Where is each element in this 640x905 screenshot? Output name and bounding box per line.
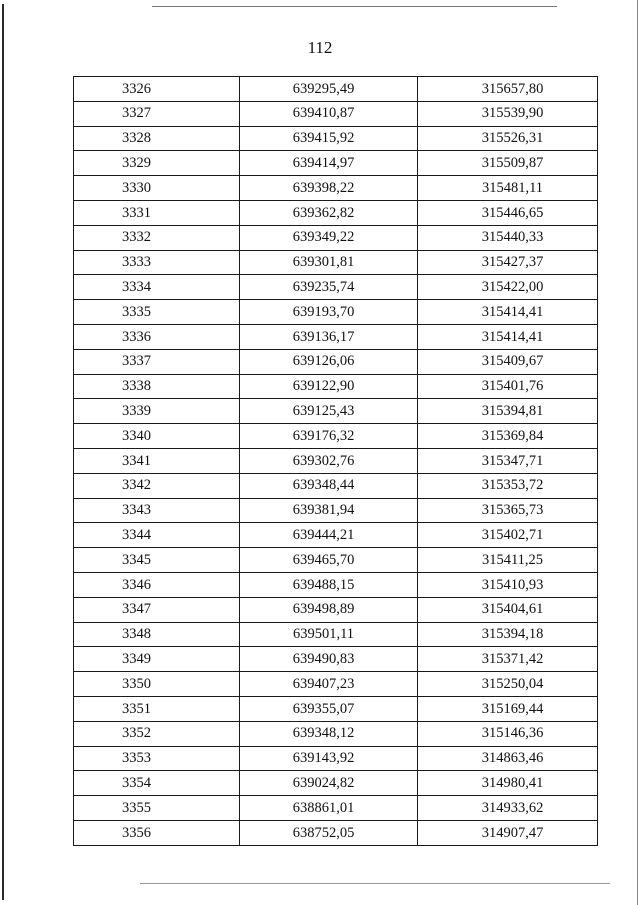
x-coordinate-cell: 638861,01 xyxy=(240,796,418,821)
x-coordinate-cell: 639398,22 xyxy=(240,176,418,201)
x-coordinate-cell: 639136,17 xyxy=(240,324,418,349)
y-coordinate-cell: 315657,80 xyxy=(418,77,598,102)
point-number-cell: 3347 xyxy=(74,597,240,622)
x-coordinate-cell: 639355,07 xyxy=(240,696,418,721)
table-row xyxy=(74,548,598,573)
table-row xyxy=(74,374,598,399)
x-coordinate-cell: 639176,32 xyxy=(240,424,418,449)
x-coordinate-cell: 639122,90 xyxy=(240,374,418,399)
y-coordinate-cell: 315353,72 xyxy=(418,473,598,498)
scan-top-edge xyxy=(152,6,557,7)
table-row xyxy=(74,647,598,672)
table-row xyxy=(74,572,598,597)
point-number-cell: 3351 xyxy=(74,696,240,721)
point-number-cell: 3340 xyxy=(74,424,240,449)
point-number-cell: 3350 xyxy=(74,672,240,697)
point-number-cell: 3341 xyxy=(74,448,240,473)
table-row xyxy=(74,498,598,523)
y-coordinate-cell: 315169,44 xyxy=(418,696,598,721)
table-row xyxy=(74,696,598,721)
y-coordinate-cell: 315347,71 xyxy=(418,448,598,473)
y-coordinate-cell: 315401,76 xyxy=(418,374,598,399)
coordinates-table xyxy=(73,76,598,846)
point-number-cell: 3339 xyxy=(74,399,240,424)
x-coordinate-cell: 639235,74 xyxy=(240,275,418,300)
table-row xyxy=(74,250,598,275)
point-number-cell: 3344 xyxy=(74,523,240,548)
x-coordinate-cell: 639193,70 xyxy=(240,300,418,325)
point-number-cell: 3355 xyxy=(74,796,240,821)
page-number: 112 xyxy=(307,38,333,57)
x-coordinate-cell: 639348,12 xyxy=(240,721,418,746)
point-number-cell: 3345 xyxy=(74,548,240,573)
point-number-cell: 3327 xyxy=(74,101,240,126)
x-coordinate-cell: 639501,11 xyxy=(240,622,418,647)
x-coordinate-cell: 639498,89 xyxy=(240,597,418,622)
y-coordinate-cell: 315371,42 xyxy=(418,647,598,672)
table-row xyxy=(74,424,598,449)
y-coordinate-cell: 315410,93 xyxy=(418,572,598,597)
x-coordinate-cell: 639024,82 xyxy=(240,771,418,796)
y-coordinate-cell: 315365,73 xyxy=(418,498,598,523)
point-number-cell: 3329 xyxy=(74,151,240,176)
y-coordinate-cell: 315404,61 xyxy=(418,597,598,622)
table-row xyxy=(74,101,598,126)
y-coordinate-cell: 315411,25 xyxy=(418,548,598,573)
x-coordinate-cell: 639490,83 xyxy=(240,647,418,672)
point-number-cell: 3354 xyxy=(74,771,240,796)
table-row xyxy=(74,151,598,176)
x-coordinate-cell: 639349,22 xyxy=(240,225,418,250)
x-coordinate-cell: 639444,21 xyxy=(240,523,418,548)
point-number-cell: 3336 xyxy=(74,324,240,349)
y-coordinate-cell: 315146,36 xyxy=(418,721,598,746)
x-coordinate-cell: 639465,70 xyxy=(240,548,418,573)
point-number-cell: 3356 xyxy=(74,820,240,845)
point-number-cell: 3348 xyxy=(74,622,240,647)
table-row xyxy=(74,771,598,796)
x-coordinate-cell: 639381,94 xyxy=(240,498,418,523)
table-row xyxy=(74,473,598,498)
y-coordinate-cell: 315414,41 xyxy=(418,324,598,349)
x-coordinate-cell: 639414,97 xyxy=(240,151,418,176)
y-coordinate-cell: 315446,65 xyxy=(418,200,598,225)
y-coordinate-cell: 315481,11 xyxy=(418,176,598,201)
x-coordinate-cell: 639410,87 xyxy=(240,101,418,126)
y-coordinate-cell: 314863,46 xyxy=(418,746,598,771)
table-row xyxy=(74,622,598,647)
x-coordinate-cell: 639301,81 xyxy=(240,250,418,275)
table-row xyxy=(74,200,598,225)
scan-left-edge xyxy=(2,4,4,900)
table-row xyxy=(74,300,598,325)
point-number-cell: 3330 xyxy=(74,176,240,201)
y-coordinate-cell: 315422,00 xyxy=(418,275,598,300)
table-row xyxy=(74,349,598,374)
point-number-cell: 3343 xyxy=(74,498,240,523)
point-number-cell: 3342 xyxy=(74,473,240,498)
y-coordinate-cell: 314980,41 xyxy=(418,771,598,796)
y-coordinate-cell: 315402,71 xyxy=(418,523,598,548)
point-number-cell: 3333 xyxy=(74,250,240,275)
table-row xyxy=(74,746,598,771)
y-coordinate-cell: 315440,33 xyxy=(418,225,598,250)
point-number-cell: 3346 xyxy=(74,572,240,597)
table-row xyxy=(74,225,598,250)
x-coordinate-cell: 639415,92 xyxy=(240,126,418,151)
y-coordinate-cell: 315427,37 xyxy=(418,250,598,275)
point-number-cell: 3349 xyxy=(74,647,240,672)
y-coordinate-cell: 315394,81 xyxy=(418,399,598,424)
x-coordinate-cell: 639348,44 xyxy=(240,473,418,498)
table-row xyxy=(74,126,598,151)
table-row xyxy=(74,672,598,697)
table-row xyxy=(74,399,598,424)
y-coordinate-cell: 315526,31 xyxy=(418,126,598,151)
y-coordinate-cell: 315250,04 xyxy=(418,672,598,697)
point-number-cell: 3332 xyxy=(74,225,240,250)
x-coordinate-cell: 638752,05 xyxy=(240,820,418,845)
table-row xyxy=(74,721,598,746)
table-row xyxy=(74,324,598,349)
y-coordinate-cell: 315414,41 xyxy=(418,300,598,325)
point-number-cell: 3352 xyxy=(74,721,240,746)
point-number-cell: 3338 xyxy=(74,374,240,399)
x-coordinate-cell: 639143,92 xyxy=(240,746,418,771)
x-coordinate-cell: 639295,49 xyxy=(240,77,418,102)
point-number-cell: 3328 xyxy=(74,126,240,151)
x-coordinate-cell: 639488,15 xyxy=(240,572,418,597)
table-row xyxy=(74,448,598,473)
coordinates-table-body xyxy=(74,77,598,846)
x-coordinate-cell: 639125,43 xyxy=(240,399,418,424)
point-number-cell: 3335 xyxy=(74,300,240,325)
y-coordinate-cell: 314933,62 xyxy=(418,796,598,821)
table-row xyxy=(74,77,598,102)
point-number-cell: 3326 xyxy=(74,77,240,102)
table-row xyxy=(74,597,598,622)
table-row xyxy=(74,523,598,548)
y-coordinate-cell: 315509,87 xyxy=(418,151,598,176)
y-coordinate-cell: 314907,47 xyxy=(418,820,598,845)
y-coordinate-cell: 315369,84 xyxy=(418,424,598,449)
x-coordinate-cell: 639126,06 xyxy=(240,349,418,374)
scan-right-edge xyxy=(637,0,638,905)
x-coordinate-cell: 639362,82 xyxy=(240,200,418,225)
table-row xyxy=(74,820,598,845)
y-coordinate-cell: 315394,18 xyxy=(418,622,598,647)
point-number-cell: 3353 xyxy=(74,746,240,771)
table-row xyxy=(74,275,598,300)
x-coordinate-cell: 639407,23 xyxy=(240,672,418,697)
table-row xyxy=(74,796,598,821)
table-row xyxy=(74,176,598,201)
point-number-cell: 3334 xyxy=(74,275,240,300)
y-coordinate-cell: 315539,90 xyxy=(418,101,598,126)
scan-bottom-edge xyxy=(140,883,610,884)
x-coordinate-cell: 639302,76 xyxy=(240,448,418,473)
point-number-cell: 3331 xyxy=(74,200,240,225)
y-coordinate-cell: 315409,67 xyxy=(418,349,598,374)
point-number-cell: 3337 xyxy=(74,349,240,374)
